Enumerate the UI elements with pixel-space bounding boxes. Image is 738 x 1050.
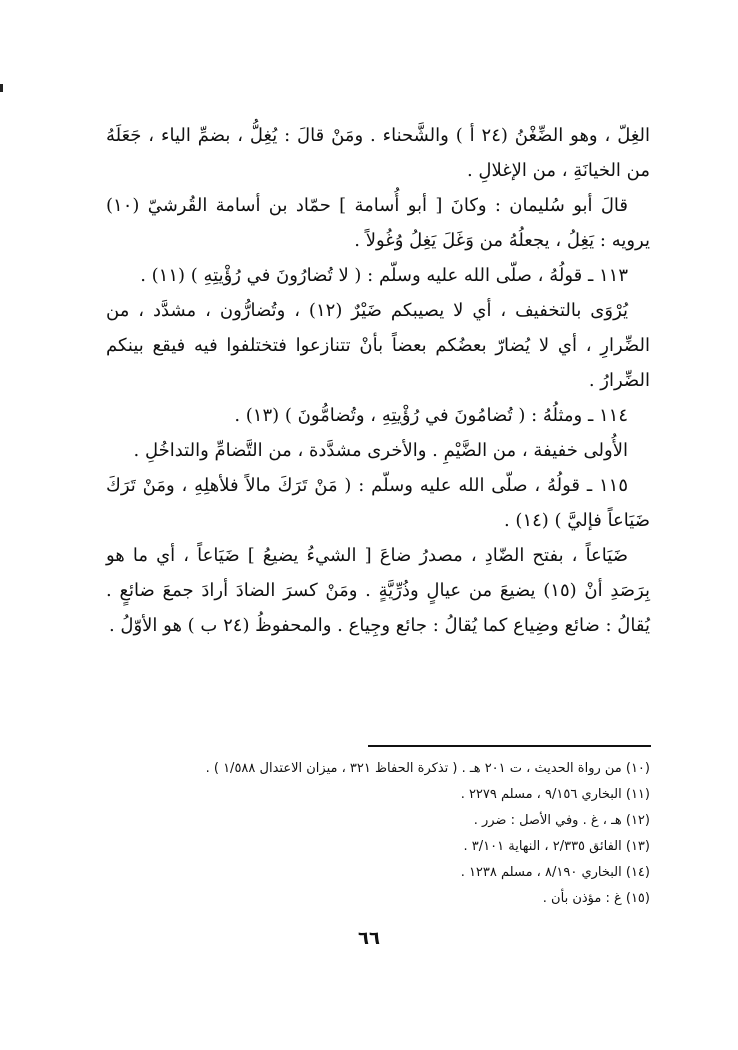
paragraph: ١١٤ ـ ومثلُهُ : ( تُضامُونَ في رُؤْيتِهِ ، وتُضامُّونَ ) (١٣) . <box>234 405 628 426</box>
footnote: (١٠) من رواة الحديث ، ت ٢٠١ هـ . ( تذكرة الحفاظ ٣٢١ ، ميزان الاعتدال ١/٥٨٨ ) . <box>205 761 650 776</box>
main-text <box>106 118 650 643</box>
paragraph: الأُولى خفيفة ، من الضَّيْمِ . والأخرى مشدَّدة ، من التَّضامِّ والتداخُلِ . <box>133 440 628 461</box>
footnote-divider <box>368 745 651 747</box>
paragraph: يُرْوَى بالتخفيف ، أي لا يصيبكم ضَيْرٌ (١٢) ، وتُضارُّون ، مشدَّد ، من الضِّرارِ ، أي لا يُضارّ بعضُكم بعضاً بأنْ تتنازعوا فتختلفوا فيه فيقع بينكم الضِّرارُ . <box>106 300 650 391</box>
footnotes <box>200 756 650 912</box>
footnote: (١٢) هـ ، غ . وفي الأصل : ضرر . <box>473 813 650 828</box>
scan-edge-mark <box>0 84 3 92</box>
page-number: ٦٦ <box>358 928 380 949</box>
paragraph: قالَ أبو سُليمان : وكانَ [ أبو أُسامة ] حمّاد بن أسامة القُرشيّ (١٠) يرويه : يَغِلُ ، يجعلُهُ من وَغَلَ يَغِلُ وُغُولاً . <box>106 195 650 251</box>
footnote: (١١) البخاري ٩/١٥٦ ، مسلم ٢٢٧٩ . <box>460 787 650 802</box>
paragraph: ضَيَاعاً ، بفتح الضّادِ ، مصدرُ ضاعَ [ الشيءُ يضيعُ ] ضَيَاعاً ، أي ما هو بِرَصَدِ أنْ (١٥) يضيعَ من عيالٍ وذُرِّيَّةٍ . ومَنْ كسرَ الضادَ أرادَ جمعَ ضائعٍ . يُقالُ : ضائع وضِياع كما يُقالُ : جائع وجِياع . والمحفوظُ (٢٤ ب ) هو الأوّلُ . <box>106 545 650 636</box>
footnote: (١٣) الفائق ٢/٣٣٥ ، النهاية ٣/١٠١ . <box>463 839 650 854</box>
paragraph: الغِلّ ، وهو الضِّغْنُ (٢٤ أ ) والشَّحناء . ومَنْ قالَ : يُغِلُّ ، بضمِّ الياء ، جَعَلَهُ من الخيانَةِ ، من الإغلالِ . <box>106 125 650 181</box>
footnote: (١٥) غ : مؤذن بأن . <box>542 891 650 906</box>
paragraph: ١١٥ ـ قولُهُ ، صلّى الله عليه وسلّم : ( مَنْ تَرَكَ مالاً فلأهلِهِ ، ومَنْ تَرَكَ ضَيَاعاً فإليَّ ) (١٤) . <box>106 475 650 531</box>
paragraph: ١١٣ ـ قولُهُ ، صلّى الله عليه وسلّم : ( لا تُضارُونَ في رُؤْيتِهِ ) (١١) . <box>140 265 628 286</box>
footnote: (١٤) البخاري ٨/١٩٠ ، مسلم ١٢٣٨ . <box>460 865 650 880</box>
